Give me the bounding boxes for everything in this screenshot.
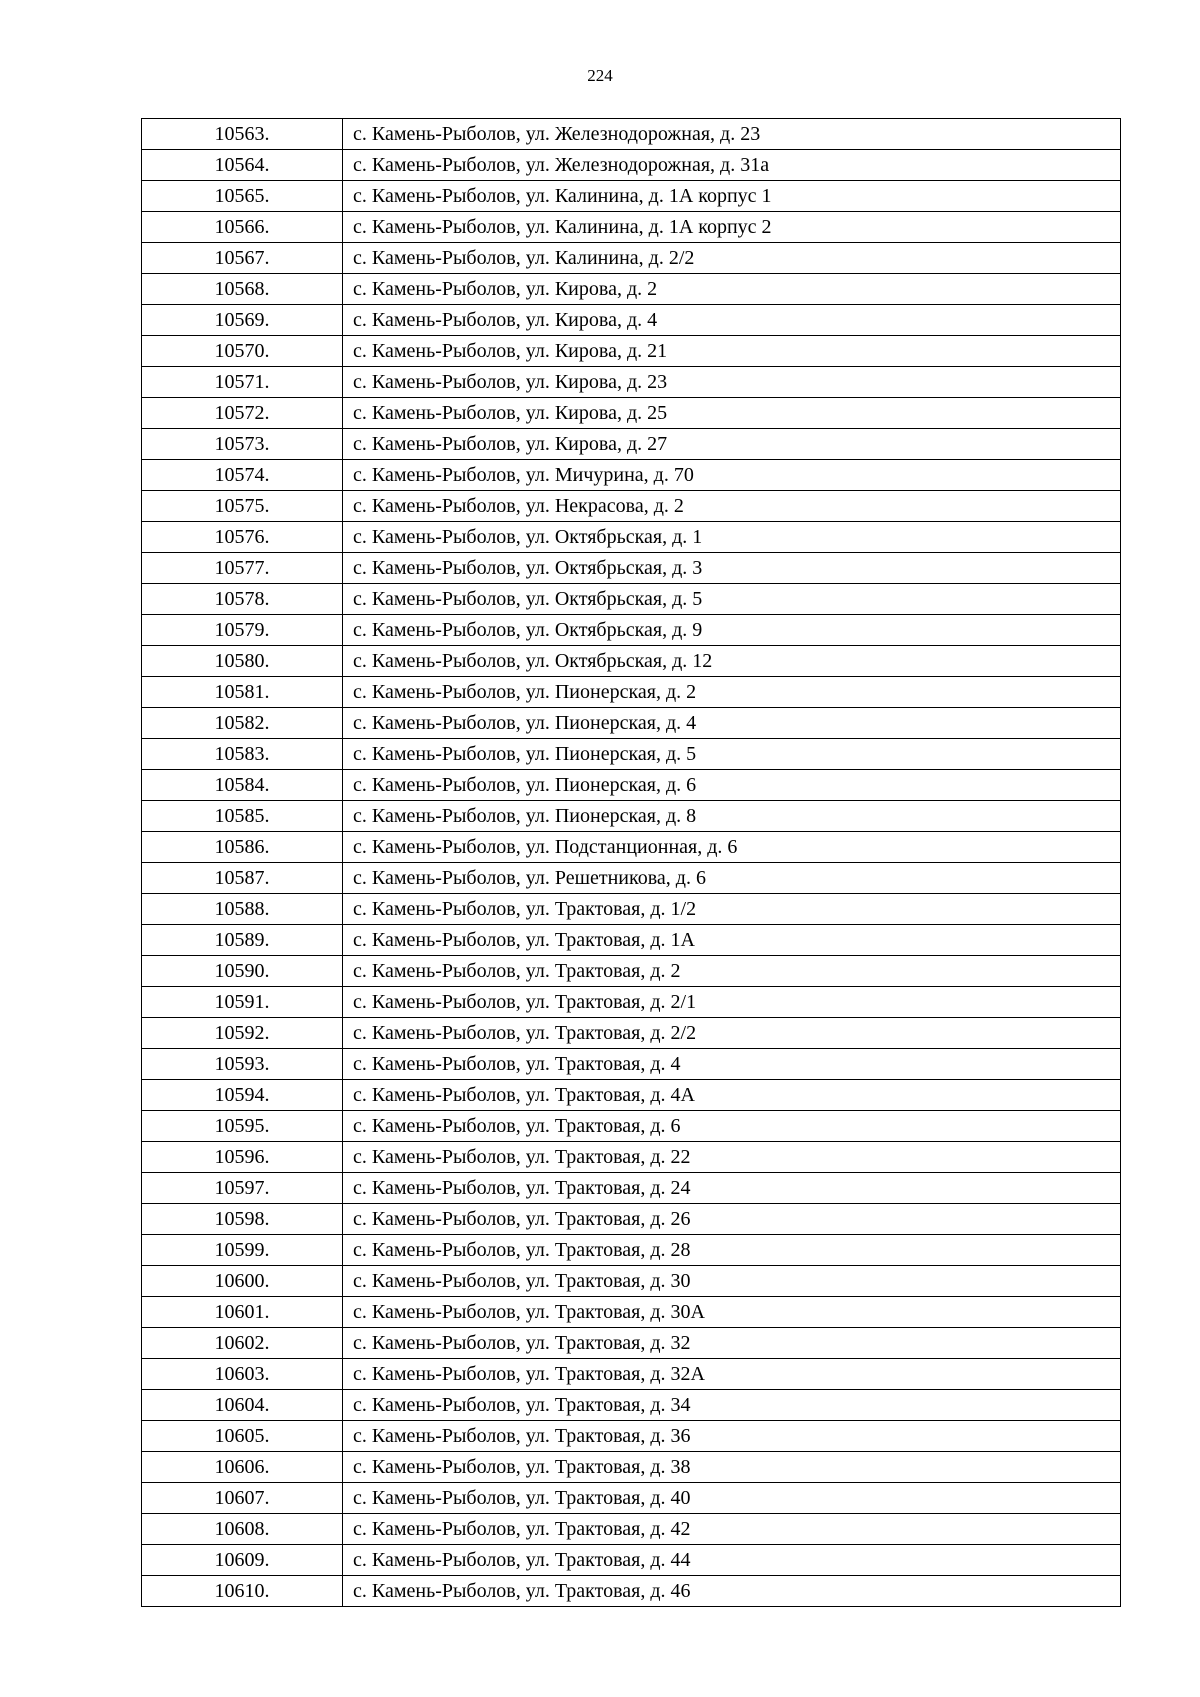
address-cell: с. Камень-Рыболов, ул. Подстанционная, д. 6 [343, 832, 1121, 863]
address-cell: с. Камень-Рыболов, ул. Трактовая, д. 28 [343, 1235, 1121, 1266]
address-cell: с. Камень-Рыболов, ул. Трактовая, д. 38 [343, 1452, 1121, 1483]
table-row [142, 1018, 1121, 1049]
address-cell: с. Камень-Рыболов, ул. Пионерская, д. 4 [343, 708, 1121, 739]
row-number-cell: 10574. [142, 460, 343, 491]
table-row [142, 429, 1121, 460]
address-cell: с. Камень-Рыболов, ул. Трактовая, д. 42 [343, 1514, 1121, 1545]
row-number-cell: 10601. [142, 1297, 343, 1328]
address-cell: с. Камень-Рыболов, ул. Октябрьская, д. 3 [343, 553, 1121, 584]
address-cell: с. Камень-Рыболов, ул. Железнодорожная, д. 31а [343, 150, 1121, 181]
address-cell: с. Камень-Рыболов, ул. Мичурина, д. 70 [343, 460, 1121, 491]
table-row [142, 274, 1121, 305]
address-cell: с. Камень-Рыболов, ул. Железнодорожная, д. 23 [343, 119, 1121, 150]
address-cell: с. Камень-Рыболов, ул. Трактовая, д. 2/1 [343, 987, 1121, 1018]
table-row [142, 770, 1121, 801]
row-number-cell: 10592. [142, 1018, 343, 1049]
table-row [142, 1142, 1121, 1173]
table-row [142, 1080, 1121, 1111]
row-number-cell: 10575. [142, 491, 343, 522]
table-row [142, 646, 1121, 677]
row-number-cell: 10580. [142, 646, 343, 677]
row-number-cell: 10571. [142, 367, 343, 398]
table-row [142, 1576, 1121, 1607]
address-cell: с. Камень-Рыболов, ул. Трактовая, д. 2/2 [343, 1018, 1121, 1049]
address-cell: с. Камень-Рыболов, ул. Решетникова, д. 6 [343, 863, 1121, 894]
address-cell: с. Камень-Рыболов, ул. Калинина, д. 1А корпус 2 [343, 212, 1121, 243]
address-cell: с. Камень-Рыболов, ул. Трактовая, д. 36 [343, 1421, 1121, 1452]
address-cell: с. Камень-Рыболов, ул. Октябрьская, д. 5 [343, 584, 1121, 615]
table-row [142, 1235, 1121, 1266]
row-number-cell: 10584. [142, 770, 343, 801]
row-number-cell: 10594. [142, 1080, 343, 1111]
row-number-cell: 10576. [142, 522, 343, 553]
table-row [142, 1297, 1121, 1328]
table-row [142, 1204, 1121, 1235]
row-number-cell: 10586. [142, 832, 343, 863]
table-row [142, 832, 1121, 863]
address-cell: с. Камень-Рыболов, ул. Трактовая, д. 4 [343, 1049, 1121, 1080]
address-cell: с. Камень-Рыболов, ул. Октябрьская, д. 12 [343, 646, 1121, 677]
address-cell: с. Камень-Рыболов, ул. Трактовая, д. 32А [343, 1359, 1121, 1390]
address-cell: с. Камень-Рыболов, ул. Трактовая, д. 1/2 [343, 894, 1121, 925]
row-number-cell: 10608. [142, 1514, 343, 1545]
address-table [141, 118, 1121, 1607]
address-cell: с. Камень-Рыболов, ул. Кирова, д. 25 [343, 398, 1121, 429]
row-number-cell: 10585. [142, 801, 343, 832]
table-row [142, 1514, 1121, 1545]
table-row [142, 1049, 1121, 1080]
row-number-cell: 10563. [142, 119, 343, 150]
row-number-cell: 10589. [142, 925, 343, 956]
table-row [142, 1111, 1121, 1142]
address-cell: с. Камень-Рыболов, ул. Кирова, д. 21 [343, 336, 1121, 367]
table-row [142, 553, 1121, 584]
row-number-cell: 10602. [142, 1328, 343, 1359]
row-number-cell: 10577. [142, 553, 343, 584]
address-cell: с. Камень-Рыболов, ул. Трактовая, д. 40 [343, 1483, 1121, 1514]
table-row [142, 1390, 1121, 1421]
address-cell: с. Камень-Рыболов, ул. Пионерская, д. 5 [343, 739, 1121, 770]
table-row [142, 708, 1121, 739]
table-row [142, 522, 1121, 553]
table-row [142, 491, 1121, 522]
row-number-cell: 10609. [142, 1545, 343, 1576]
table-row [142, 1452, 1121, 1483]
row-number-cell: 10595. [142, 1111, 343, 1142]
address-cell: с. Камень-Рыболов, ул. Кирова, д. 2 [343, 274, 1121, 305]
address-cell: с. Камень-Рыболов, ул. Пионерская, д. 6 [343, 770, 1121, 801]
address-cell: с. Камень-Рыболов, ул. Кирова, д. 4 [343, 305, 1121, 336]
address-cell: с. Камень-Рыболов, ул. Трактовая, д. 2 [343, 956, 1121, 987]
table-row [142, 739, 1121, 770]
table-row [142, 677, 1121, 708]
row-number-cell: 10581. [142, 677, 343, 708]
table-row [142, 987, 1121, 1018]
row-number-cell: 10564. [142, 150, 343, 181]
address-cell: с. Камень-Рыболов, ул. Калинина, д. 2/2 [343, 243, 1121, 274]
row-number-cell: 10587. [142, 863, 343, 894]
table-row [142, 801, 1121, 832]
table-row [142, 925, 1121, 956]
row-number-cell: 10607. [142, 1483, 343, 1514]
table-row [142, 1421, 1121, 1452]
address-cell: с. Камень-Рыболов, ул. Трактовая, д. 24 [343, 1173, 1121, 1204]
address-cell: с. Камень-Рыболов, ул. Трактовая, д. 46 [343, 1576, 1121, 1607]
address-cell: с. Камень-Рыболов, ул. Некрасова, д. 2 [343, 491, 1121, 522]
row-number-cell: 10606. [142, 1452, 343, 1483]
table-row [142, 150, 1121, 181]
row-number-cell: 10610. [142, 1576, 343, 1607]
table-row [142, 212, 1121, 243]
row-number-cell: 10604. [142, 1390, 343, 1421]
row-number-cell: 10593. [142, 1049, 343, 1080]
address-cell: с. Камень-Рыболов, ул. Трактовая, д. 1А [343, 925, 1121, 956]
address-cell: с. Камень-Рыболов, ул. Трактовая, д. 4А [343, 1080, 1121, 1111]
table-row [142, 1173, 1121, 1204]
row-number-cell: 10579. [142, 615, 343, 646]
row-number-cell: 10591. [142, 987, 343, 1018]
row-number-cell: 10588. [142, 894, 343, 925]
address-cell: с. Камень-Рыболов, ул. Пионерская, д. 8 [343, 801, 1121, 832]
row-number-cell: 10570. [142, 336, 343, 367]
row-number-cell: 10599. [142, 1235, 343, 1266]
address-table-body [142, 119, 1121, 1607]
row-number-cell: 10582. [142, 708, 343, 739]
table-row [142, 894, 1121, 925]
address-cell: с. Камень-Рыболов, ул. Кирова, д. 23 [343, 367, 1121, 398]
table-row [142, 1328, 1121, 1359]
address-cell: с. Камень-Рыболов, ул. Кирова, д. 27 [343, 429, 1121, 460]
address-cell: с. Камень-Рыболов, ул. Трактовая, д. 6 [343, 1111, 1121, 1142]
row-number-cell: 10573. [142, 429, 343, 460]
table-row [142, 863, 1121, 894]
address-cell: с. Камень-Рыболов, ул. Трактовая, д. 30 [343, 1266, 1121, 1297]
table-row [142, 584, 1121, 615]
table-row [142, 119, 1121, 150]
page-number: 224 [587, 66, 613, 85]
row-number-cell: 10565. [142, 181, 343, 212]
row-number-cell: 10603. [142, 1359, 343, 1390]
table-row [142, 1545, 1121, 1576]
address-cell: с. Камень-Рыболов, ул. Трактовая, д. 44 [343, 1545, 1121, 1576]
table-row [142, 305, 1121, 336]
table-row [142, 367, 1121, 398]
address-cell: с. Камень-Рыболов, ул. Трактовая, д. 34 [343, 1390, 1121, 1421]
table-row [142, 181, 1121, 212]
table-row [142, 243, 1121, 274]
row-number-cell: 10583. [142, 739, 343, 770]
address-cell: с. Камень-Рыболов, ул. Калинина, д. 1А корпус 1 [343, 181, 1121, 212]
row-number-cell: 10566. [142, 212, 343, 243]
table-row [142, 398, 1121, 429]
row-number-cell: 10590. [142, 956, 343, 987]
address-cell: с. Камень-Рыболов, ул. Пионерская, д. 2 [343, 677, 1121, 708]
table-row [142, 956, 1121, 987]
row-number-cell: 10572. [142, 398, 343, 429]
address-cell: с. Камень-Рыболов, ул. Трактовая, д. 26 [343, 1204, 1121, 1235]
row-number-cell: 10567. [142, 243, 343, 274]
address-cell: с. Камень-Рыболов, ул. Трактовая, д. 30А [343, 1297, 1121, 1328]
table-row [142, 615, 1121, 646]
table-row [142, 336, 1121, 367]
address-cell: с. Камень-Рыболов, ул. Октябрьская, д. 1 [343, 522, 1121, 553]
table-row [142, 1266, 1121, 1297]
row-number-cell: 10596. [142, 1142, 343, 1173]
row-number-cell: 10568. [142, 274, 343, 305]
table-row [142, 460, 1121, 491]
table-row [142, 1359, 1121, 1390]
row-number-cell: 10569. [142, 305, 343, 336]
address-cell: с. Камень-Рыболов, ул. Октябрьская, д. 9 [343, 615, 1121, 646]
address-cell: с. Камень-Рыболов, ул. Трактовая, д. 32 [343, 1328, 1121, 1359]
row-number-cell: 10598. [142, 1204, 343, 1235]
table-row [142, 1483, 1121, 1514]
row-number-cell: 10597. [142, 1173, 343, 1204]
row-number-cell: 10600. [142, 1266, 343, 1297]
address-cell: с. Камень-Рыболов, ул. Трактовая, д. 22 [343, 1142, 1121, 1173]
row-number-cell: 10605. [142, 1421, 343, 1452]
row-number-cell: 10578. [142, 584, 343, 615]
